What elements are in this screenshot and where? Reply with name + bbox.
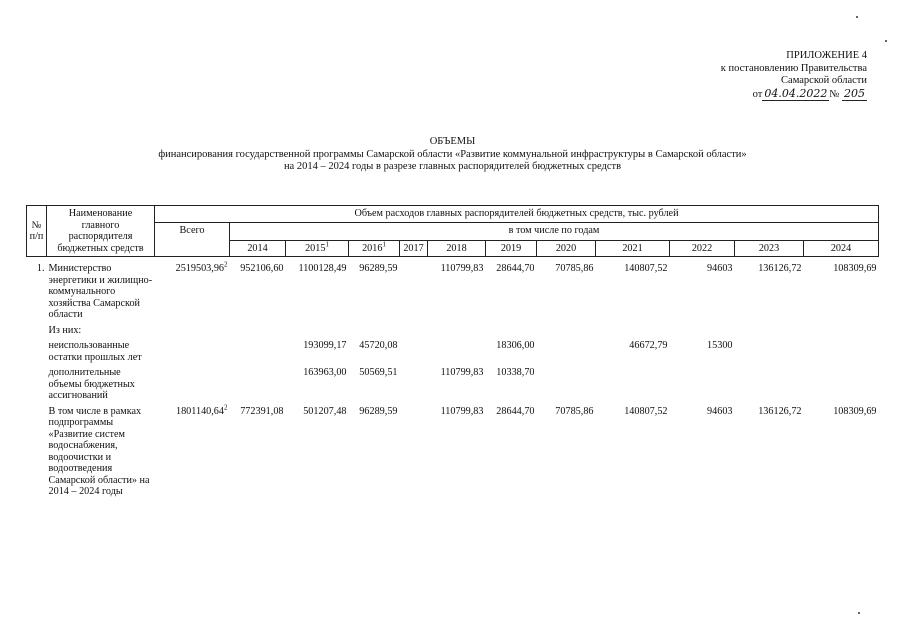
header-year-label: 2017 bbox=[403, 242, 424, 254]
cell-2017 bbox=[400, 257, 428, 323]
header-year-label: 2023 bbox=[758, 242, 780, 254]
header-year-label: 2020 bbox=[555, 242, 577, 254]
cell-2017 bbox=[400, 323, 428, 339]
header-years-group: в том числе по годам bbox=[230, 222, 879, 240]
cell-2020 bbox=[537, 323, 596, 339]
row-total bbox=[155, 338, 230, 365]
cell-2014: 772391,08 bbox=[240, 405, 284, 417]
cell-2021: 140807,52 bbox=[624, 405, 668, 417]
cell-2022 bbox=[670, 323, 735, 339]
cell-2016: 96289,59 bbox=[359, 405, 398, 417]
cell-2014 bbox=[230, 365, 286, 404]
row-name: Из них: bbox=[48, 324, 82, 336]
row-total bbox=[155, 323, 230, 339]
cell-2014: 952106,60 bbox=[240, 263, 284, 274]
appendix-line-3: Самарской области bbox=[781, 75, 867, 86]
appendix-date: 04.04.2022 bbox=[764, 86, 828, 100]
cell-2020 bbox=[537, 338, 596, 365]
header-year-2014 bbox=[230, 240, 286, 257]
cell-2018: 110799,83 bbox=[440, 263, 484, 274]
scan-speck bbox=[858, 612, 860, 614]
header-year-label: 2015 bbox=[305, 242, 326, 254]
cell-2021: 140807,52 bbox=[624, 263, 668, 274]
scan-speck bbox=[885, 40, 887, 42]
row-total-value: 2519503,96 bbox=[175, 263, 224, 274]
cell-2019: 10338,70 bbox=[496, 367, 535, 378]
scan-speck bbox=[856, 16, 858, 18]
appendix-line-2: к постановлению Правительства bbox=[720, 62, 867, 74]
header-year-2016 bbox=[349, 240, 400, 257]
header-num: № п/п bbox=[27, 206, 47, 257]
table-row bbox=[27, 323, 879, 339]
cell-2022: 94603 bbox=[707, 263, 733, 274]
table-row bbox=[27, 404, 879, 500]
header-year-2015 bbox=[286, 240, 349, 257]
header-total: Всего bbox=[155, 222, 230, 257]
row-name: дополнительные объемы бюджетных ассигнований bbox=[48, 367, 135, 401]
cell-2019: 18306,00 bbox=[496, 340, 535, 351]
header-year-2018 bbox=[428, 240, 486, 257]
cell-2019: 28644,70 bbox=[496, 405, 535, 417]
row-number bbox=[27, 365, 47, 404]
row-name: неиспользованные остатки прошлых лет bbox=[48, 340, 142, 363]
document-heading bbox=[0, 136, 905, 174]
cell-2023 bbox=[735, 365, 804, 404]
row-number bbox=[27, 323, 47, 339]
row-number bbox=[27, 338, 47, 365]
header-year-label: 2018 bbox=[446, 242, 467, 254]
header-year-label: 2024 bbox=[830, 242, 852, 254]
cell-2015: 1100128,49 bbox=[298, 263, 347, 274]
row-total bbox=[155, 404, 230, 500]
cell-2015 bbox=[286, 323, 349, 339]
table-row bbox=[27, 365, 879, 404]
cell-2016: 96289,59 bbox=[359, 263, 398, 274]
cell-2023 bbox=[735, 338, 804, 365]
appendix-number: 205 bbox=[844, 86, 865, 100]
header-group: Объем расходов главных распорядителей бюджетных средств, тыс. рублей bbox=[155, 206, 879, 223]
appendix-from-label: от bbox=[752, 88, 763, 100]
header-year-label: 2014 bbox=[247, 242, 268, 254]
row-number bbox=[27, 404, 47, 500]
header-year-2024 bbox=[804, 240, 879, 257]
header-year-label: 2019 bbox=[500, 242, 522, 254]
footnote-mark: 1 bbox=[325, 240, 329, 249]
budget-table bbox=[26, 205, 879, 500]
header-name: Наименование главного распорядителя бюджетных средств bbox=[47, 206, 155, 257]
header-year-2023 bbox=[735, 240, 804, 257]
cell-2015: 163963,00 bbox=[303, 367, 347, 378]
header-year-2021 bbox=[596, 240, 670, 257]
cell-2024: 108309,69 bbox=[833, 263, 877, 274]
appendix-number-label: № bbox=[829, 88, 840, 100]
row-name: В том числе в рамках подпрограммы «Развитие систем водоснабжения, водоочистки и водоотведения Самарской области» на 2014 – 2024 годы bbox=[48, 405, 150, 497]
cell-2020: 70785,86 bbox=[555, 263, 594, 274]
row-number: 1. bbox=[36, 263, 45, 274]
cell-2015: 193099,17 bbox=[303, 340, 347, 351]
row-total bbox=[155, 257, 230, 323]
cell-2018: 110799,83 bbox=[440, 367, 484, 378]
header-year-label: 2021 bbox=[622, 242, 643, 254]
appendix-title: ПРИЛОЖЕНИЕ 4 bbox=[786, 50, 867, 61]
cell-2024 bbox=[804, 323, 879, 339]
cell-2018 bbox=[428, 323, 486, 339]
cell-2019: 28644,70 bbox=[496, 263, 535, 274]
cell-2023: 136126,72 bbox=[758, 405, 802, 417]
cell-2014 bbox=[230, 338, 286, 365]
row-total bbox=[155, 365, 230, 404]
cell-2018 bbox=[428, 338, 486, 365]
cell-2017 bbox=[400, 404, 428, 500]
cell-2014 bbox=[230, 323, 286, 339]
document-subtitle: финансирования государственной программы Самарской области «Развитие коммунальной инфраструктуры в Самарской области» bbox=[158, 148, 747, 160]
cell-2024 bbox=[804, 338, 879, 365]
header-year-label: 2016 bbox=[362, 242, 383, 254]
footnote-mark: 2 bbox=[224, 260, 228, 269]
cell-2015: 501207,48 bbox=[303, 405, 347, 417]
header-year-2019 bbox=[486, 240, 537, 257]
cell-2018: 110799,83 bbox=[440, 405, 484, 417]
cell-2021: 46672,79 bbox=[629, 340, 668, 351]
row-total-value: 1801140,64 bbox=[175, 405, 224, 417]
cell-2022: 15300 bbox=[707, 340, 733, 351]
cell-2016: 45720,08 bbox=[359, 340, 398, 351]
cell-2020: 70785,86 bbox=[555, 405, 594, 417]
header-year-2020 bbox=[537, 240, 596, 257]
cell-2022 bbox=[670, 365, 735, 404]
cell-2016 bbox=[349, 323, 400, 339]
table-row bbox=[27, 257, 879, 323]
row-name: Министерство энергетики и жилищно-коммунального хозяйства Самарской области bbox=[48, 263, 153, 320]
cell-2016: 50569,51 bbox=[359, 367, 398, 378]
table-body bbox=[27, 257, 879, 500]
cell-2021 bbox=[596, 365, 670, 404]
cell-2022: 94603 bbox=[707, 405, 733, 417]
cell-2021 bbox=[596, 323, 670, 339]
footnote-mark: 2 bbox=[224, 403, 228, 412]
document-subtitle-2: на 2014 – 2024 годы в разрезе главных распорядителей бюджетных средств bbox=[283, 161, 622, 172]
header-year-label: 2022 bbox=[691, 242, 713, 254]
cell-2024: 108309,69 bbox=[833, 405, 877, 417]
cell-2017 bbox=[400, 365, 428, 404]
cell-2023 bbox=[735, 323, 804, 339]
footnote-mark: 1 bbox=[382, 240, 386, 249]
header-year-2017 bbox=[400, 240, 428, 257]
document-title: ОБЪЕМЫ bbox=[429, 136, 476, 147]
appendix-block bbox=[721, 50, 867, 101]
cell-2019 bbox=[486, 323, 537, 339]
table-row bbox=[27, 338, 879, 365]
cell-2020 bbox=[537, 365, 596, 404]
cell-2024 bbox=[804, 365, 879, 404]
cell-2017 bbox=[400, 338, 428, 365]
cell-2023: 136126,72 bbox=[758, 263, 802, 274]
appendix-signature-line bbox=[721, 88, 867, 102]
header-year-2022 bbox=[670, 240, 735, 257]
